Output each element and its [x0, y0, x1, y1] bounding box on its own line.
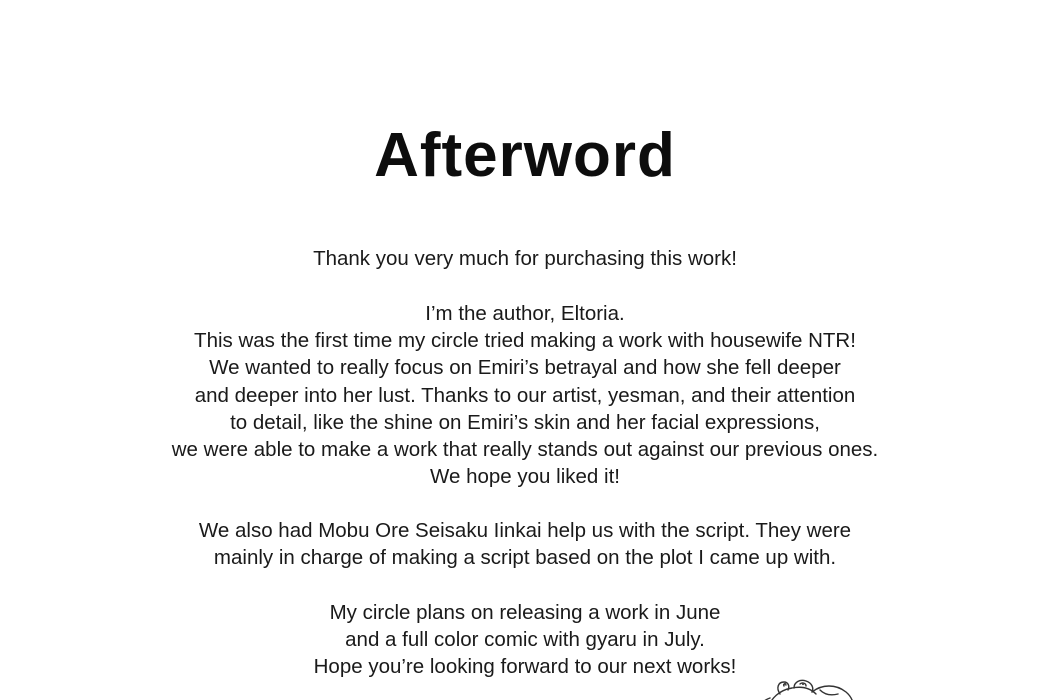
page-title: Afterword [374, 121, 676, 190]
text-line: we were able to make a work that really stands out against our previous ones. [171, 438, 879, 462]
text-line: and deeper into her lust. Thanks to our artist, yesman, and their attention [194, 383, 856, 407]
paragraph-script-credit [0, 517, 1050, 571]
text-line: Thank you very much for purchasing this work! [313, 247, 737, 270]
text-line: My circle plans on releasing a work in June [329, 601, 721, 624]
text-line: I’m the author, Eltoria. [425, 302, 625, 325]
text-line: mainly in charge of making a script based on the plot I came up with. [213, 546, 837, 570]
text-line: We also had Mobu Ore Seisaku Iinkai help us with the script. They were [198, 519, 852, 542]
paragraph-author-note [0, 300, 1050, 490]
paragraph-upcoming-works [0, 599, 1050, 681]
floral-doodle-icon [750, 670, 860, 700]
text-line: We wanted to really focus on Emiri’s betrayal and how she fell deeper [209, 356, 841, 380]
paragraph-thanks [0, 245, 1050, 272]
text-line: We hope you liked it! [430, 465, 620, 489]
text-line: and a full color comic with gyaru in July. [345, 628, 705, 652]
text-line: This was the first time my circle tried making a work with housewife NTR! [194, 329, 856, 353]
text-line: Hope you’re looking forward to our next works! [313, 655, 737, 679]
text-line: to detail, like the shine on Emiri’s skin and her facial expressions, [230, 410, 820, 434]
